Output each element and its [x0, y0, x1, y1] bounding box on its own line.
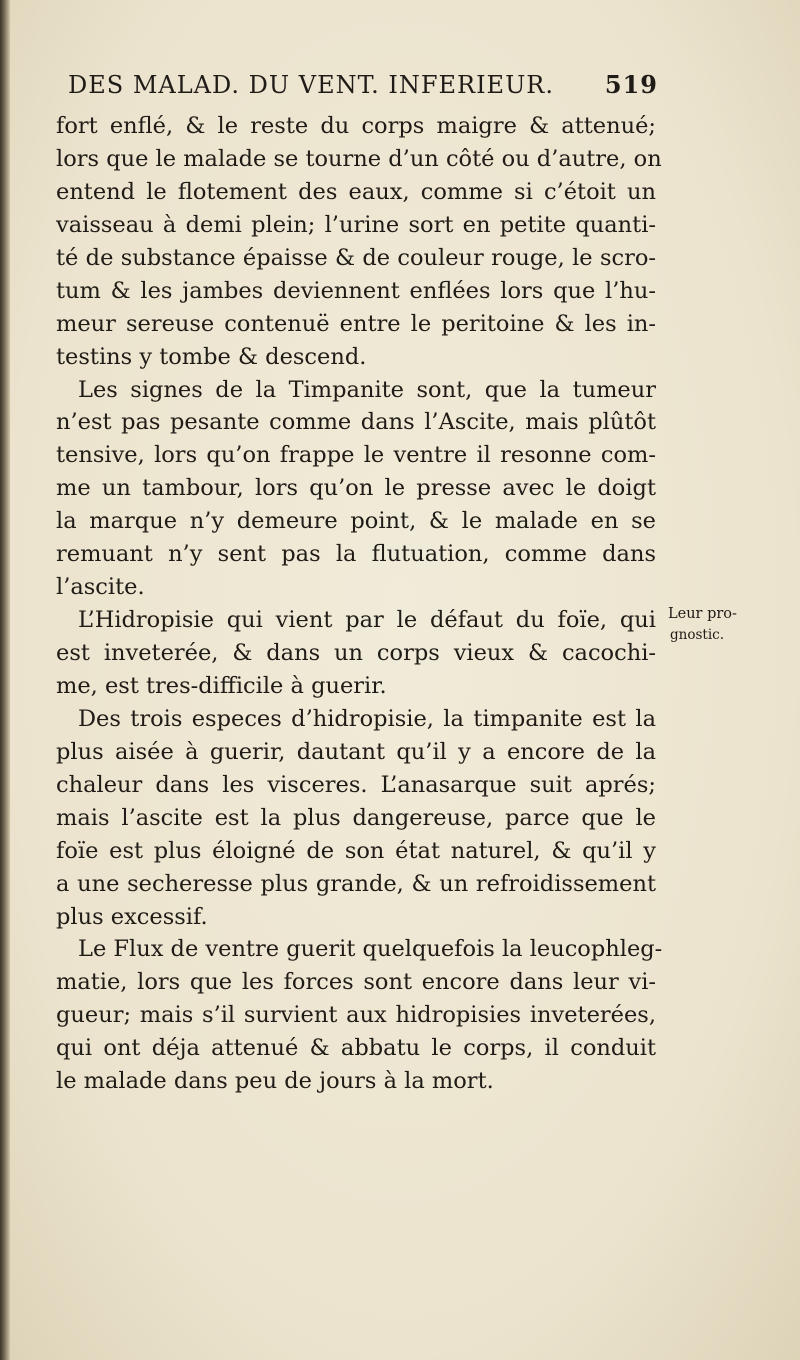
body-text: [56, 110, 663, 1098]
text-line: vaisseau à demi plein; l’urine sort en petite quanti-: [56, 211, 656, 238]
text-line: qui ont déja attenué & abbatu le corps, il conduit: [56, 1035, 656, 1062]
text-line: Les signes de la Timpanite sont, que la tumeur: [78, 376, 656, 403]
text-line: le malade dans peu de jours à la mort.: [56, 1068, 494, 1095]
text-line: la marque n’y demeure point, & le malade en se: [56, 508, 656, 535]
text-line: matie, lors que les forces sont encore dans leur vi-: [56, 969, 656, 996]
text-line: a une secheresse plus grande, & un refroidissement: [56, 870, 656, 897]
text-line: n’est pas pesante comme dans l’Ascite, mais plûtôt: [56, 409, 656, 436]
text-line: meur sereuse contenuë entre le peritoine & les in-: [56, 310, 656, 337]
text-line: foïe est plus éloigné de son état naturel, & qu’il y: [56, 837, 656, 864]
margin-note: [668, 604, 778, 646]
text-line: me, est tres-difficile à guerir.: [56, 672, 387, 699]
text-line: té de substance épaisse & de couleur rouge, le scro-: [56, 244, 656, 271]
text-line: testins y tombe & descend.: [56, 343, 367, 370]
text-line: tensive, lors qu’on frappe le ventre il resonne com-: [56, 442, 656, 469]
text-line: l’ascite.: [56, 574, 145, 601]
text-line: me un tambour, lors qu’on le presse avec le doigt: [56, 475, 656, 502]
running-header: [68, 70, 658, 99]
text-line: plus aisée à guerir, dautant qu’il y a encore de la: [56, 738, 656, 765]
text-line: Des trois especes d’hidropisie, la timpanite est la: [78, 705, 656, 732]
text-line: gueur; mais s’il survient aux hidropisies inveterées,: [56, 1002, 656, 1029]
text-line: mais l’ascite est la plus dangereuse, parce que le: [56, 804, 656, 831]
running-title: DES MALAD. DU VENT. INFERIEUR.: [68, 71, 554, 99]
page-binding-edge: [0, 0, 10, 1360]
text-line: tum & les jambes deviennent enflées lors que l’hu-: [56, 277, 656, 304]
text-line: est inveterée, & dans un corps vieux & cacochi-: [56, 640, 656, 666]
text-line: chaleur dans les visceres. L’anasarque suit aprés;: [56, 771, 656, 798]
text-line: remuant n’y sent pas la flutuation, comme dans: [56, 541, 656, 568]
text-line: plus excessif.: [56, 903, 208, 930]
margin-note-line: gnostic.: [670, 627, 724, 643]
text-line: entend le flotement des eaux, comme si c’étoit un: [56, 178, 656, 205]
text-line: lors que le malade se tourne d’un côté ou d’autre, on: [56, 145, 662, 172]
text-line: fort enflé, & le reste du corps maigre & attenué;: [56, 113, 656, 139]
text-line: L’Hidropisie qui vient par le défaut du foïe, qui: [78, 607, 656, 634]
page-number: 519: [604, 70, 658, 99]
margin-note-line: Leur pro-: [668, 606, 737, 622]
text-line: Le Flux de ventre guerit quelquefois la leucophleg-: [78, 936, 663, 963]
